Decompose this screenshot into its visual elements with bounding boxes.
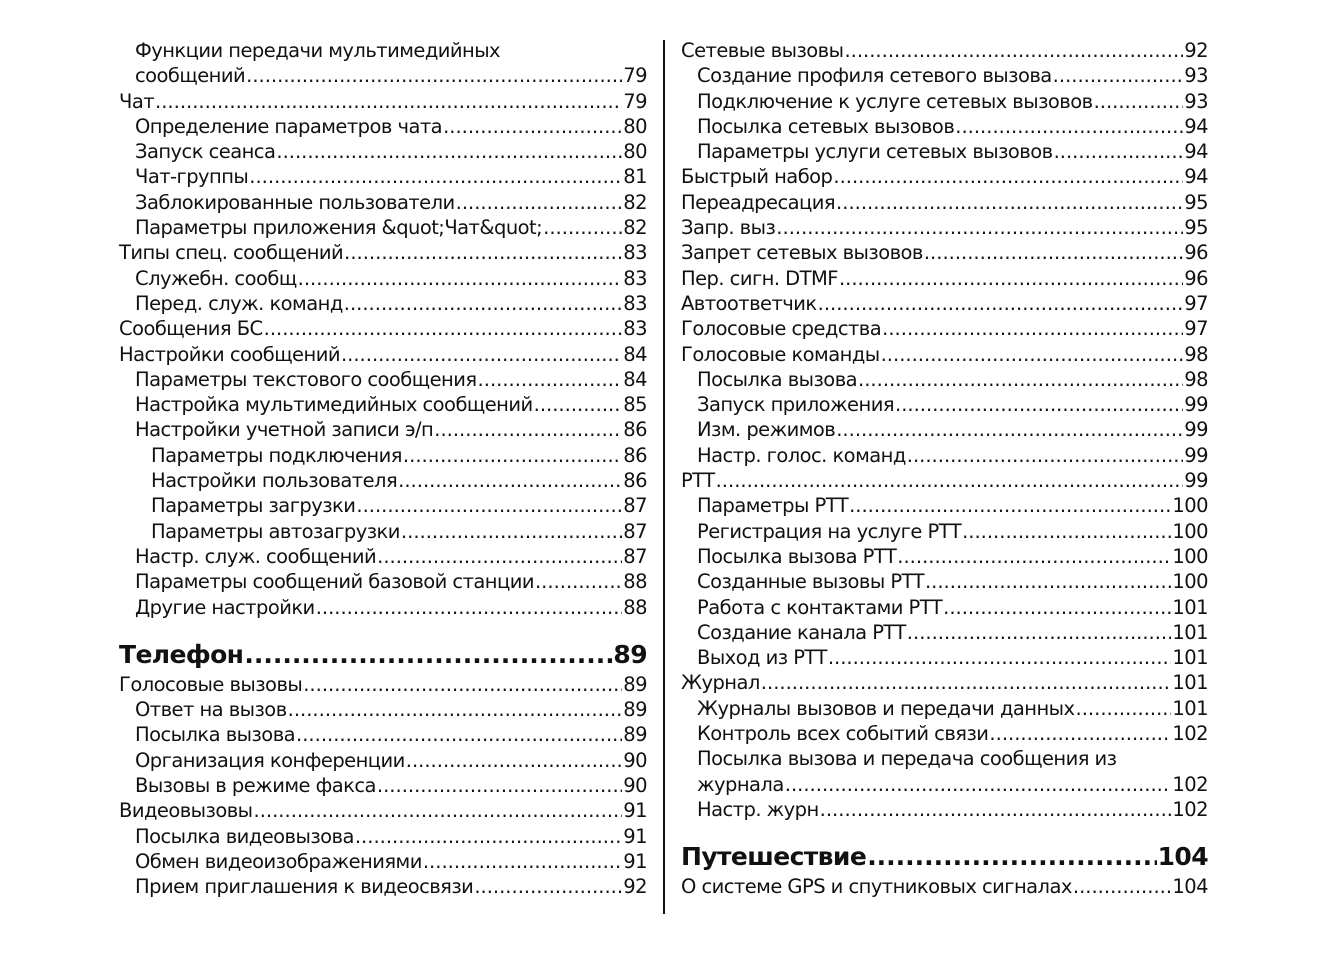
- toc-page-number: 102: [1172, 797, 1208, 821]
- toc-entry: [119, 544, 647, 569]
- toc-entry: [681, 342, 1208, 367]
- toc-entry: [119, 493, 647, 518]
- toc-entry-title: Телефон: [119, 639, 244, 669]
- toc-entry-title: Запр. выз: [681, 216, 776, 240]
- toc-section-heading: [681, 840, 1208, 874]
- toc-entry-title: Обмен видеоизображениями: [135, 849, 422, 873]
- toc-page-number: 99: [1184, 469, 1208, 493]
- toc-entry-title: Журнал: [681, 671, 760, 695]
- toc-entry: [119, 89, 647, 114]
- toc-entry: [681, 291, 1208, 316]
- toc-page-number: 96: [1184, 241, 1208, 265]
- toc-page-number: 101: [1172, 620, 1208, 644]
- toc-page-number: 89: [623, 672, 647, 696]
- toc-entry: [119, 190, 647, 215]
- toc-entry: [119, 824, 647, 849]
- toc-page-number: 97: [1184, 291, 1208, 315]
- toc-entry: [681, 316, 1208, 341]
- toc-dot-leader: [1073, 874, 1172, 899]
- toc-page-number: 86: [623, 469, 647, 493]
- toc-entry: [681, 443, 1208, 468]
- toc-entry: [681, 493, 1208, 518]
- toc-page-number: 81: [623, 165, 647, 189]
- toc-entry: [681, 392, 1208, 417]
- toc-entry: [681, 874, 1208, 899]
- toc-entry-title: PTT: [681, 469, 715, 493]
- toc-entry: [681, 569, 1208, 594]
- toc-dot-leader: [401, 519, 622, 544]
- toc-page-number: 89: [613, 639, 647, 669]
- toc-entry: [119, 392, 647, 417]
- toc-entry-title: Работа с контактами PTT: [697, 595, 943, 619]
- toc-entry-title: Ответ на вызов: [135, 698, 287, 722]
- toc-page-number: 96: [1184, 266, 1208, 290]
- toc-entry: [681, 417, 1208, 442]
- toc-entry: [119, 849, 647, 874]
- toc-dot-leader: [244, 638, 612, 672]
- toc-dot-leader: [355, 824, 622, 849]
- toc-entry-title: Изм. режимов: [697, 418, 836, 442]
- toc-entry-title: Настройки сообщений: [119, 342, 340, 366]
- toc-entry: [119, 874, 647, 899]
- toc-page-number: 100: [1172, 519, 1208, 543]
- toc-entry: [119, 63, 647, 88]
- toc-page-number: 88: [623, 570, 647, 594]
- toc-page-number: 102: [1172, 722, 1208, 746]
- toc-page-number: 82: [623, 216, 647, 240]
- toc-dot-leader: [535, 569, 622, 594]
- toc-page-number: 94: [1184, 165, 1208, 189]
- toc-entry: [681, 190, 1208, 215]
- toc-dot-leader: [377, 544, 622, 569]
- toc-right-column: [681, 38, 1208, 900]
- toc-entry: [119, 773, 647, 798]
- toc-page-number: 94: [1184, 114, 1208, 138]
- toc-section-heading: [119, 638, 647, 672]
- toc-entry-title: Настр. журн: [697, 797, 819, 821]
- toc-dot-leader: [716, 468, 1184, 493]
- toc-entry-title: Организация конференции: [135, 748, 405, 772]
- toc-left-column: [119, 38, 647, 900]
- toc-entry-title: О системе GPS и спутниковых сигналах: [681, 875, 1072, 899]
- toc-entry: [681, 797, 1208, 822]
- toc-page-number: 89: [623, 723, 647, 747]
- toc-entry: [681, 645, 1208, 670]
- toc-entry: [681, 240, 1208, 265]
- toc-page-number: 104: [1157, 842, 1208, 872]
- toc-page-number: 97: [1184, 317, 1208, 341]
- toc-dot-leader: [341, 342, 622, 367]
- toc-entry-title: Чат: [119, 89, 155, 113]
- toc-dot-leader: [298, 266, 623, 291]
- toc-entry-title: Параметры текстового сообщения: [135, 367, 477, 391]
- toc-dot-leader: [403, 443, 622, 468]
- toc-page-number: 93: [1184, 89, 1208, 113]
- toc-page-number: 99: [1184, 418, 1208, 442]
- toc-dot-leader: [1053, 63, 1184, 88]
- toc-page-number: 98: [1184, 367, 1208, 391]
- toc-page-number: 91: [623, 824, 647, 848]
- toc-dot-leader: [443, 114, 622, 139]
- toc-page-number: 93: [1184, 64, 1208, 88]
- toc-entry-title: Посылка вызова PTT: [697, 544, 897, 568]
- toc-dot-leader: [254, 798, 623, 823]
- toc-entry-title: Регистрация на услуге PTT: [697, 519, 962, 543]
- toc-page-number: 86: [623, 418, 647, 442]
- toc-entry-title: Путешествие: [681, 842, 867, 872]
- toc-entry: [119, 519, 647, 544]
- toc-entry-title: Функции передачи мультимедийных: [135, 39, 501, 62]
- toc-entry-title: Запуск сеанса: [135, 140, 276, 164]
- toc-entry: [681, 746, 1208, 771]
- toc-entry-title: Прием приглашения к видеосвязи: [135, 875, 474, 899]
- toc-entry: [119, 240, 647, 265]
- toc-entry-title: Другие настройки: [135, 595, 315, 619]
- toc-dot-leader: [423, 849, 622, 874]
- toc-page-number: 90: [623, 748, 647, 772]
- toc-dot-leader: [761, 670, 1172, 695]
- toc-entry-title: Параметры сообщений базовой станции: [135, 570, 534, 594]
- toc-dot-leader: [288, 697, 623, 722]
- toc-page-number: 83: [623, 291, 647, 315]
- toc-dot-leader: [907, 620, 1172, 645]
- toc-page-number: 101: [1172, 646, 1208, 670]
- toc-entry-title: Заблокированные пользователи: [135, 190, 455, 214]
- toc-dot-leader: [264, 316, 623, 341]
- toc-entry: [681, 519, 1208, 544]
- toc-entry-title: Быстрый набор: [681, 165, 833, 189]
- toc-entry: [119, 291, 647, 316]
- toc-entry-title: Посылка вызова: [697, 367, 858, 391]
- toc-entry: [119, 672, 647, 697]
- toc-dot-leader: [276, 139, 622, 164]
- toc-dot-leader: [344, 291, 623, 316]
- toc-entry: [681, 215, 1208, 240]
- toc-entry-title: Параметры подключения: [151, 443, 402, 467]
- toc-entry-title: Контроль всех событий связи: [697, 722, 989, 746]
- toc-entry-title: Автоответчик: [681, 291, 817, 315]
- toc-dot-leader: [249, 164, 622, 189]
- toc-entry-title: Посылка видеовызова: [135, 824, 354, 848]
- toc-dot-leader: [344, 240, 622, 265]
- toc-dot-leader: [1076, 696, 1172, 721]
- toc-dot-leader: [543, 215, 622, 240]
- toc-entry-title: Параметры загрузки: [151, 494, 356, 518]
- toc-entry: [681, 38, 1208, 63]
- toc-page-number: 83: [623, 317, 647, 341]
- toc-page-number: 79: [623, 64, 647, 88]
- toc-entry-title: Параметры PTT: [697, 494, 849, 518]
- toc-dot-leader: [907, 443, 1184, 468]
- toc-entry-title: Сетевые вызовы: [681, 39, 844, 62]
- toc-entry: [681, 63, 1208, 88]
- toc-entry-title: сообщений: [135, 64, 246, 88]
- toc-dot-leader: [434, 417, 622, 442]
- toc-entry-title: Вызовы в режиме факса: [135, 774, 376, 798]
- toc-page-number: 101: [1172, 595, 1208, 619]
- toc-dot-leader: [406, 748, 623, 773]
- toc-entry-title: журнала: [697, 772, 784, 796]
- toc-entry-title: Посылка вызова и передача сообщения из: [697, 747, 1117, 771]
- toc-page-number: 94: [1184, 140, 1208, 164]
- toc-entry-title: Создание профиля сетевого вызова: [697, 64, 1052, 88]
- toc-entry-title: Видеовызовы: [119, 799, 253, 823]
- toc-dot-leader: [356, 493, 622, 518]
- toc-entry-title: Параметры приложения &quot;Чат&quot;: [135, 216, 543, 240]
- toc-dot-leader: [155, 89, 622, 114]
- toc-entry-title: Служебн. сообщ: [135, 266, 297, 290]
- toc-entry: [681, 544, 1208, 569]
- toc-entry-title: Создание канала PTT: [697, 620, 906, 644]
- toc-dot-leader: [925, 569, 1171, 594]
- toc-entry-title: Подключение к услуге сетевых вызовов: [697, 89, 1093, 113]
- toc-page-number: 91: [623, 799, 647, 823]
- toc-page-number: 84: [623, 367, 647, 391]
- toc-entry-title: Настройки пользователя: [151, 469, 398, 493]
- toc-entry-title: Чат-группы: [135, 165, 249, 189]
- toc-page-number: 104: [1172, 875, 1208, 899]
- toc-entry: [681, 367, 1208, 392]
- toc-entry: [681, 89, 1208, 114]
- toc-entry-title: Посылка сетевых вызовов: [697, 114, 955, 138]
- toc-page-number: 83: [623, 241, 647, 265]
- toc-entry-title: Сообщения БС: [119, 317, 263, 341]
- toc-entry: [681, 266, 1208, 291]
- column-divider: [663, 40, 665, 914]
- toc-page-number: 100: [1172, 494, 1208, 518]
- toc-entry-title: Настр. голос. команд: [697, 443, 906, 467]
- toc-entry-title: Журналы вызовов и передачи данных: [697, 696, 1075, 720]
- toc-dot-leader: [818, 291, 1184, 316]
- toc-page-number: 99: [1184, 443, 1208, 467]
- toc-dot-leader: [833, 164, 1183, 189]
- toc-page-number: 95: [1184, 190, 1208, 214]
- toc-entry: [119, 417, 647, 442]
- toc-entry: [681, 620, 1208, 645]
- toc-entry: [681, 595, 1208, 620]
- toc-entry: [119, 139, 647, 164]
- toc-page-number: 92: [623, 875, 647, 899]
- toc-entry-title: Параметры услуги сетевых вызовов: [697, 140, 1053, 164]
- toc-entry-title: Настройки учетной записи э/п: [135, 418, 434, 442]
- toc-entry-title: Настройка мультимедийных сообщений: [135, 393, 533, 417]
- toc-entry-title: Посылка вызова: [135, 723, 296, 747]
- toc-entry: [681, 772, 1208, 797]
- toc-dot-leader: [246, 63, 622, 88]
- toc-entry-title: Переадресация: [681, 190, 836, 214]
- toc-entry-title: Настр. служ. сообщений: [135, 544, 377, 568]
- toc-page-number: 87: [623, 494, 647, 518]
- toc-dot-leader: [881, 342, 1184, 367]
- toc-page-number: 100: [1172, 544, 1208, 568]
- toc-entry-title: Голосовые команды: [681, 342, 880, 366]
- toc-dot-leader: [836, 417, 1183, 442]
- toc-entry: [119, 215, 647, 240]
- toc-page-number: 83: [623, 266, 647, 290]
- toc-page-number: 87: [623, 544, 647, 568]
- toc-dot-leader: [776, 215, 1183, 240]
- toc-entry: [681, 468, 1208, 493]
- toc-page-number: 99: [1184, 393, 1208, 417]
- toc-page-number: 95: [1184, 216, 1208, 240]
- toc-entry-title: Запрет сетевых вызовов: [681, 241, 923, 265]
- toc-dot-leader: [377, 773, 622, 798]
- toc-page-number: 92: [1184, 39, 1208, 62]
- toc-entry: [119, 38, 647, 63]
- toc-entry-title: Типы спец. сообщений: [119, 241, 344, 265]
- toc-dot-leader: [895, 392, 1183, 417]
- toc-page-number: 102: [1172, 772, 1208, 796]
- toc-dot-leader: [839, 266, 1183, 291]
- toc-entry-title: Запуск приложения: [697, 393, 894, 417]
- toc-entry: [119, 697, 647, 722]
- toc-entry-title: Перед. служ. команд: [135, 291, 343, 315]
- toc-page-number: 86: [623, 443, 647, 467]
- toc-entry: [119, 114, 647, 139]
- toc-dot-leader: [478, 367, 623, 392]
- toc-page-number: 85: [623, 393, 647, 417]
- toc-dot-leader: [820, 797, 1172, 822]
- toc-entry: [119, 342, 647, 367]
- toc-entry: [681, 139, 1208, 164]
- toc-page-number: 101: [1172, 671, 1208, 695]
- toc-dot-leader: [785, 772, 1172, 797]
- toc-dot-leader: [1094, 89, 1184, 114]
- toc-dot-leader: [534, 392, 623, 417]
- toc-entry-title: Параметры автозагрузки: [151, 519, 400, 543]
- toc-page-number: 101: [1172, 696, 1208, 720]
- toc-dot-leader: [882, 316, 1183, 341]
- toc-dot-leader: [858, 367, 1183, 392]
- toc-dot-leader: [849, 493, 1171, 518]
- toc-dot-leader: [303, 672, 622, 697]
- toc-page-number: 79: [623, 89, 647, 113]
- toc-dot-leader: [943, 595, 1171, 620]
- toc-entry: [119, 266, 647, 291]
- toc-entry: [119, 798, 647, 823]
- toc-page-number: 91: [623, 849, 647, 873]
- toc-page-number: 88: [623, 595, 647, 619]
- toc-page-number: 84: [623, 342, 647, 366]
- toc-entry: [119, 316, 647, 341]
- toc-dot-leader: [828, 645, 1172, 670]
- toc-entry: [119, 595, 647, 620]
- toc-page-number: 87: [623, 519, 647, 543]
- toc-entry: [119, 367, 647, 392]
- toc-page-number: 89: [623, 698, 647, 722]
- toc-dot-leader: [1054, 139, 1184, 164]
- toc-dot-leader: [836, 190, 1183, 215]
- toc-dot-leader: [474, 874, 622, 899]
- toc-dot-leader: [296, 722, 622, 747]
- toc-entry: [119, 748, 647, 773]
- toc-entry: [119, 569, 647, 594]
- toc-page-number: 82: [623, 190, 647, 214]
- toc-entry: [119, 164, 647, 189]
- toc-page-number: 100: [1172, 570, 1208, 594]
- toc-entry: [119, 443, 647, 468]
- toc-dot-leader: [962, 519, 1171, 544]
- toc-entry-title: Созданные вызовы PTT: [697, 570, 924, 594]
- toc-entry-title: Пер. сигн. DTMF: [681, 266, 838, 290]
- toc-page-number: 90: [623, 774, 647, 798]
- toc-entry: [681, 721, 1208, 746]
- toc-entry-title: Голосовые средства: [681, 317, 882, 341]
- toc-dot-leader: [456, 190, 623, 215]
- toc-entry: [681, 114, 1208, 139]
- toc-page-number: 80: [623, 140, 647, 164]
- toc-entry-title: Выход из PTT: [697, 646, 827, 670]
- toc-entry: [681, 670, 1208, 695]
- toc-dot-leader: [316, 595, 623, 620]
- toc-entry-title: Определение параметров чата: [135, 114, 443, 138]
- toc-dot-leader: [398, 468, 622, 493]
- toc-entry: [119, 722, 647, 747]
- toc-dot-leader: [897, 544, 1171, 569]
- toc-dot-leader: [924, 240, 1183, 265]
- toc-entry: [119, 468, 647, 493]
- toc-dot-leader: [867, 840, 1156, 874]
- toc-entry: [681, 696, 1208, 721]
- toc-dot-leader: [955, 114, 1183, 139]
- toc-entry: [681, 164, 1208, 189]
- toc-page-number: 80: [623, 114, 647, 138]
- toc-dot-leader: [989, 721, 1171, 746]
- toc-page-number: 98: [1184, 342, 1208, 366]
- toc-dot-leader: [844, 38, 1183, 63]
- toc-entry-title: Голосовые вызовы: [119, 672, 303, 696]
